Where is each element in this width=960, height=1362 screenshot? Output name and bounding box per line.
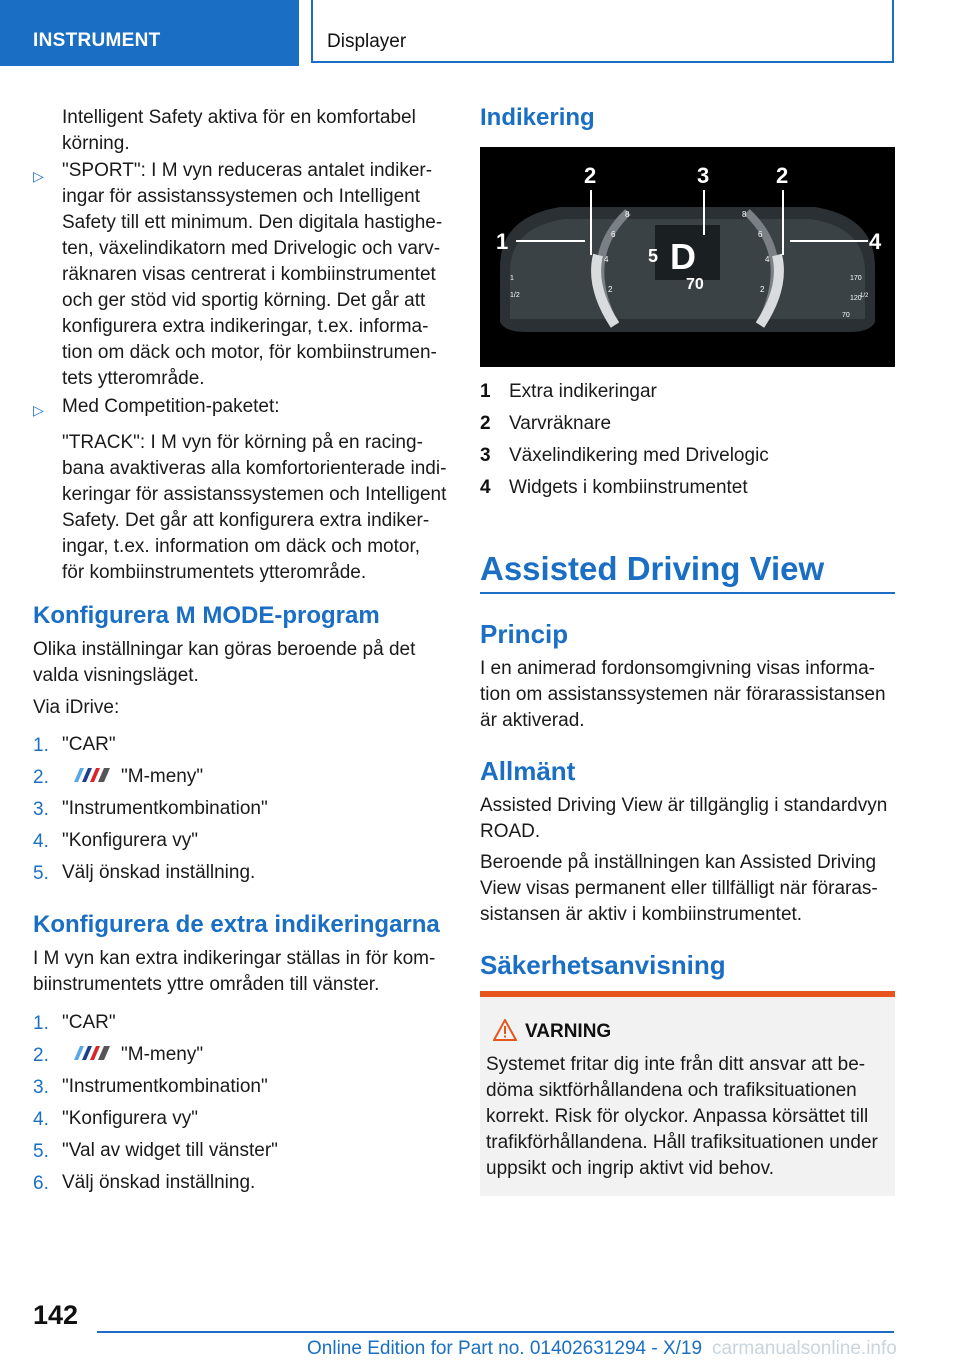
text-line: och ger stöd vid sportig körning. Det går att bbox=[62, 290, 426, 311]
text-line: tets ytterområde. bbox=[62, 368, 205, 389]
bullet-triangle-icon: ▷ bbox=[33, 168, 44, 184]
legend-number: 1 bbox=[480, 381, 491, 402]
text-line: Safety. Det går att konfigurera extra indiker- bbox=[62, 510, 430, 531]
text-line: keringar för assistanssystemen och Intelligent bbox=[62, 484, 447, 505]
warning-text bbox=[486, 1052, 878, 1182]
text-line: konfigurera extra indikeringar, t.ex. informa- bbox=[62, 316, 429, 337]
instrument-cluster-image bbox=[480, 147, 895, 367]
cluster-tick: 1/2 bbox=[510, 292, 520, 299]
step-number: 5. bbox=[33, 1141, 49, 1162]
via-idrive: Via iDrive: bbox=[33, 697, 120, 718]
step-text: "Instrumentkombination" bbox=[62, 798, 268, 819]
step-text: "Konfigurera vy" bbox=[62, 830, 198, 851]
step-number: 2. bbox=[33, 767, 49, 788]
bullet-triangle-icon: ▷ bbox=[33, 402, 44, 418]
text-line: trafikförhållandena. Håll trafiksituationen under bbox=[486, 1132, 878, 1153]
text-line: ROAD. bbox=[480, 821, 541, 842]
cluster-tick: 2 bbox=[760, 285, 765, 294]
allmant-paragraph-2 bbox=[480, 850, 878, 928]
legend-number: 3 bbox=[480, 445, 491, 466]
legend-number: 2 bbox=[480, 413, 491, 434]
step-text: "M-meny" bbox=[121, 766, 204, 787]
step-number: 1. bbox=[33, 735, 49, 756]
step-number: 6. bbox=[33, 1173, 49, 1194]
heading-indikering: Indikering bbox=[480, 104, 595, 131]
step-number: 3. bbox=[33, 799, 49, 820]
cluster-speed: 70 bbox=[686, 276, 704, 293]
step-text: "CAR" bbox=[62, 734, 116, 755]
cluster-tick: 8 bbox=[625, 210, 630, 219]
text-line: Systemet fritar dig inte från ditt ansvar att be- bbox=[486, 1054, 866, 1075]
step-text: Välj önskad inställning. bbox=[62, 1172, 256, 1193]
text-line: I M vyn kan extra indikeringar ställas in för kom- bbox=[33, 948, 436, 969]
step-number: 1. bbox=[33, 1013, 49, 1034]
heading-princip: Princip bbox=[480, 619, 569, 649]
chapter-title: Displayer bbox=[327, 31, 407, 52]
text-line: Intelligent Safety aktiva för en komfortabel bbox=[62, 107, 416, 128]
text-line: tion om assistanssystemen när förarassistansen bbox=[480, 684, 886, 705]
princip-paragraph bbox=[480, 656, 886, 734]
heading-assisted-driving-view: Assisted Driving View bbox=[480, 550, 825, 587]
cluster-tick: 6 bbox=[758, 230, 763, 239]
legend-text: Extra indikeringar bbox=[509, 381, 657, 402]
step-text: "M-meny" bbox=[121, 1044, 204, 1065]
cluster-gear-prev: 5 bbox=[648, 246, 659, 266]
legend-text: Varvräknare bbox=[509, 413, 612, 434]
callout-number: 2 bbox=[776, 163, 789, 188]
legend-number: 4 bbox=[480, 477, 491, 498]
footer-edition: Online Edition for Part no. 01402631294 - X/19 bbox=[307, 1338, 703, 1359]
m-logo-icon bbox=[68, 768, 110, 782]
text-line: döma siktförhållandena och trafiksituationen bbox=[486, 1080, 857, 1101]
step-number: 2. bbox=[33, 1045, 49, 1066]
text-line: bana avaktiveras alla komfortorienterade indi- bbox=[62, 458, 447, 479]
footer-divider bbox=[97, 1331, 894, 1333]
page-number: 142 bbox=[33, 1300, 79, 1330]
cluster-gear: D bbox=[670, 236, 696, 277]
m-logo-icon bbox=[68, 1046, 110, 1060]
text-line: räknaren visas centrerat i kombiinstrumentet bbox=[62, 264, 436, 285]
text-line: biinstrumentets yttre områden till vänster. bbox=[33, 974, 380, 995]
callout-number: 2 bbox=[584, 163, 597, 188]
mmode-paragraph bbox=[33, 637, 415, 689]
cluster-tick: 120 bbox=[850, 295, 862, 302]
step-text: "CAR" bbox=[62, 1012, 116, 1033]
text-line: View visas permanent eller tillfälligt när föraras- bbox=[480, 878, 878, 899]
text-line: ten, växelindikatorn med Drivelogic och varv- bbox=[62, 238, 441, 259]
text-line: ingar för assistanssystemen och Intelligent bbox=[62, 186, 421, 207]
cluster-tick: 1/2 bbox=[860, 293, 869, 299]
text-line: sistansen är aktiv i kombiinstrumentet. bbox=[480, 904, 803, 925]
cluster-tick: 4 bbox=[604, 255, 609, 264]
cluster-tick: 1 bbox=[510, 275, 514, 282]
sport-paragraph bbox=[62, 158, 442, 392]
text-line: för kombiinstrumentets ytterområde. bbox=[62, 562, 367, 583]
cluster-tick: 4 bbox=[765, 255, 770, 264]
step-number: 5. bbox=[33, 863, 49, 884]
callout-number: 3 bbox=[697, 163, 710, 188]
warning-title: VARNING bbox=[525, 1021, 612, 1042]
section-tab bbox=[0, 0, 299, 66]
text-line: tion om däck och motor, för kombiinstrumen- bbox=[62, 342, 437, 363]
step-number: 4. bbox=[33, 831, 49, 852]
callout-number: 4 bbox=[869, 229, 882, 254]
track-paragraph bbox=[62, 430, 446, 586]
heading-underline bbox=[480, 592, 895, 594]
text-line: körning. bbox=[62, 133, 130, 154]
footer-watermark: carmanualsonline.info bbox=[712, 1338, 897, 1359]
step-number: 3. bbox=[33, 1077, 49, 1098]
text-line: korrekt. Risk för olyckor. Anpassa körsättet till bbox=[486, 1106, 869, 1127]
text-line: valda visningsläget. bbox=[33, 665, 199, 686]
cluster-tick: 170 bbox=[850, 275, 862, 282]
text-line: Assisted Driving View är tillgänglig i standardvyn bbox=[480, 795, 888, 816]
callout-number: 1 bbox=[496, 229, 509, 254]
allmant-paragraph-1 bbox=[480, 793, 887, 845]
heading-sakerhetsanvisning: Säkerhetsanvisning bbox=[480, 950, 726, 980]
step-text: Välj önskad inställning. bbox=[62, 862, 256, 883]
heading-allmant: Allmänt bbox=[480, 756, 576, 786]
cluster-tick: 70 bbox=[842, 312, 850, 319]
legend-text: Widgets i kombiinstrumentet bbox=[509, 477, 748, 498]
text-line: är aktiverad. bbox=[480, 710, 585, 731]
text-line: I en animerad fordonsomgivning visas informa- bbox=[480, 658, 875, 679]
text-line: uppsikt och ingrip aktivt vid behov. bbox=[486, 1158, 774, 1179]
section-title: INSTRUMENT bbox=[33, 30, 161, 51]
text-line: Olika inställningar kan göras beroende på det bbox=[33, 639, 416, 660]
cluster-tick: 2 bbox=[608, 285, 613, 294]
step-text: "Konfigurera vy" bbox=[62, 1108, 198, 1129]
competition-line: Med Competition-paketet: bbox=[62, 396, 280, 417]
cluster-tick: 6 bbox=[611, 230, 616, 239]
intro-paragraph bbox=[62, 105, 416, 157]
legend-text: Växelindikering med Drivelogic bbox=[509, 445, 769, 466]
text-line: Beroende på inställningen kan Assisted Driving bbox=[480, 852, 877, 873]
heading-mmode: Konfigurera M MODE-program bbox=[33, 602, 380, 629]
warning-triangle-icon bbox=[493, 1019, 517, 1041]
text-line: "TRACK": I M vyn för körning på en racing- bbox=[62, 432, 423, 453]
step-text: "Instrumentkombination" bbox=[62, 1076, 268, 1097]
step-number: 4. bbox=[33, 1109, 49, 1130]
step-text: "Val av widget till vänster" bbox=[62, 1140, 278, 1161]
text-line: "SPORT": I M vyn reduceras antalet indiker- bbox=[62, 160, 433, 181]
text-line: ingar, t.ex. information om däck och motor, bbox=[62, 536, 421, 557]
cluster-tick: 8 bbox=[742, 210, 747, 219]
chapter-tab bbox=[311, 0, 894, 63]
heading-extra: Konfigurera de extra indikeringarna bbox=[33, 911, 440, 938]
extra-paragraph bbox=[33, 946, 435, 998]
warning-box bbox=[480, 991, 895, 1196]
text-line: Safety till ett minimum. Den digitala hastighe- bbox=[62, 212, 443, 233]
